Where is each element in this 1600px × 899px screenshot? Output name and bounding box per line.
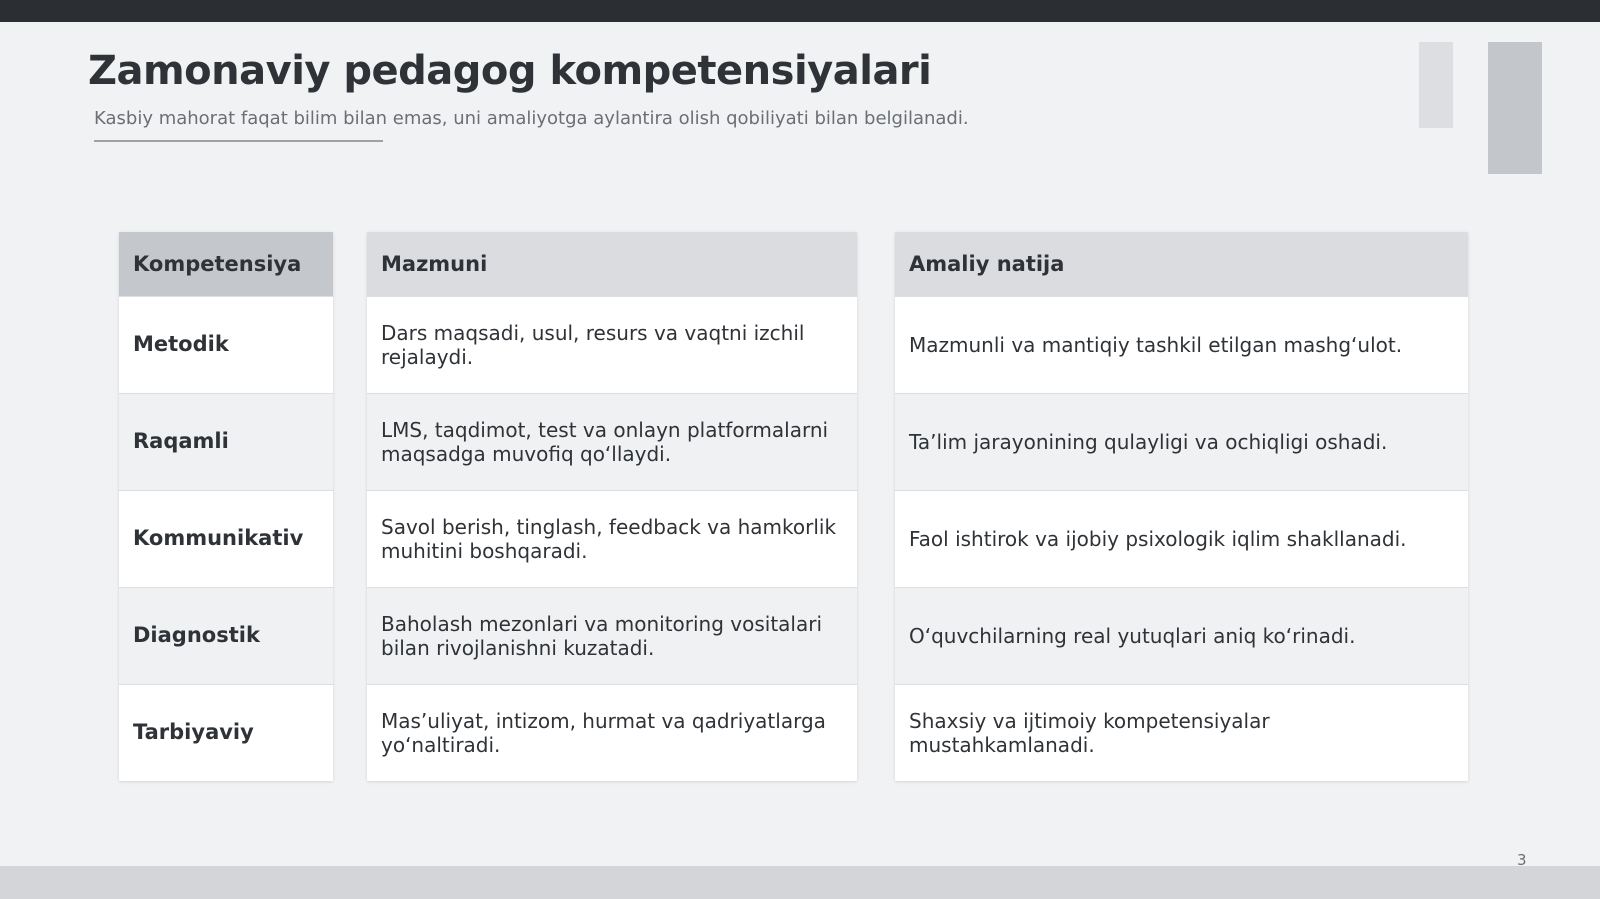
page-number: 3 <box>1517 851 1527 869</box>
header-competence: Kompetensiya <box>119 232 333 296</box>
decorative-block-small <box>1419 42 1453 128</box>
cell-competence-raqamli: Raqamli <box>119 393 333 490</box>
header-result: Amaliy natija <box>895 232 1468 296</box>
cell-result-raqamli: Ta’lim jarayonining qulayligi va ochiqligi oshadi. <box>895 393 1468 490</box>
decorative-block-large <box>1488 42 1542 174</box>
cell-result-tarbiyaviy: Shaxsiy va ijtimoiy kompetensiyalar mustahkamlanadi. <box>895 684 1468 781</box>
cell-competence-metodik: Metodik <box>119 296 333 393</box>
cell-competence-tarbiyaviy: Tarbiyaviy <box>119 684 333 781</box>
cell-competence-kommunikativ: Kommunikativ <box>119 490 333 587</box>
bottom-bar <box>0 866 1600 899</box>
top-bar <box>0 0 1600 22</box>
competence-column <box>119 232 333 781</box>
cell-content-raqamli: LMS, taqdimot, test va onlayn platformalarni maqsadga muvofiq qo‘llaydi. <box>367 393 857 490</box>
slide-subtitle: Kasbiy mahorat faqat bilim bilan emas, uni amaliyotga aylantira olish qobiliyati bilan belgilanadi. <box>94 108 969 129</box>
cell-result-kommunikativ: Faol ishtirok va ijobiy psixologik iqlim shakllanadi. <box>895 490 1468 587</box>
slide-title: Zamonaviy pedagog kompetensiyalari <box>88 48 932 94</box>
title-underline <box>94 140 383 142</box>
cell-competence-diagnostik: Diagnostik <box>119 587 333 684</box>
cell-result-diagnostik: O‘quvchilarning real yutuqlari aniq ko‘rinadi. <box>895 587 1468 684</box>
cell-content-metodik: Dars maqsadi, usul, resurs va vaqtni izchil rejalaydi. <box>367 296 857 393</box>
cell-content-diagnostik: Baholash mezonlari va monitoring vositalari bilan rivojlanishni kuzatadi. <box>367 587 857 684</box>
content-column <box>367 232 857 781</box>
cell-content-kommunikativ: Savol berish, tinglash, feedback va hamkorlik muhitini boshqaradi. <box>367 490 857 587</box>
header-content: Mazmuni <box>367 232 857 296</box>
cell-result-metodik: Mazmunli va mantiqiy tashkil etilgan mashg‘ulot. <box>895 296 1468 393</box>
cell-content-tarbiyaviy: Mas’uliyat, intizom, hurmat va qadriyatlarga yo‘naltiradi. <box>367 684 857 781</box>
result-column <box>895 232 1468 781</box>
